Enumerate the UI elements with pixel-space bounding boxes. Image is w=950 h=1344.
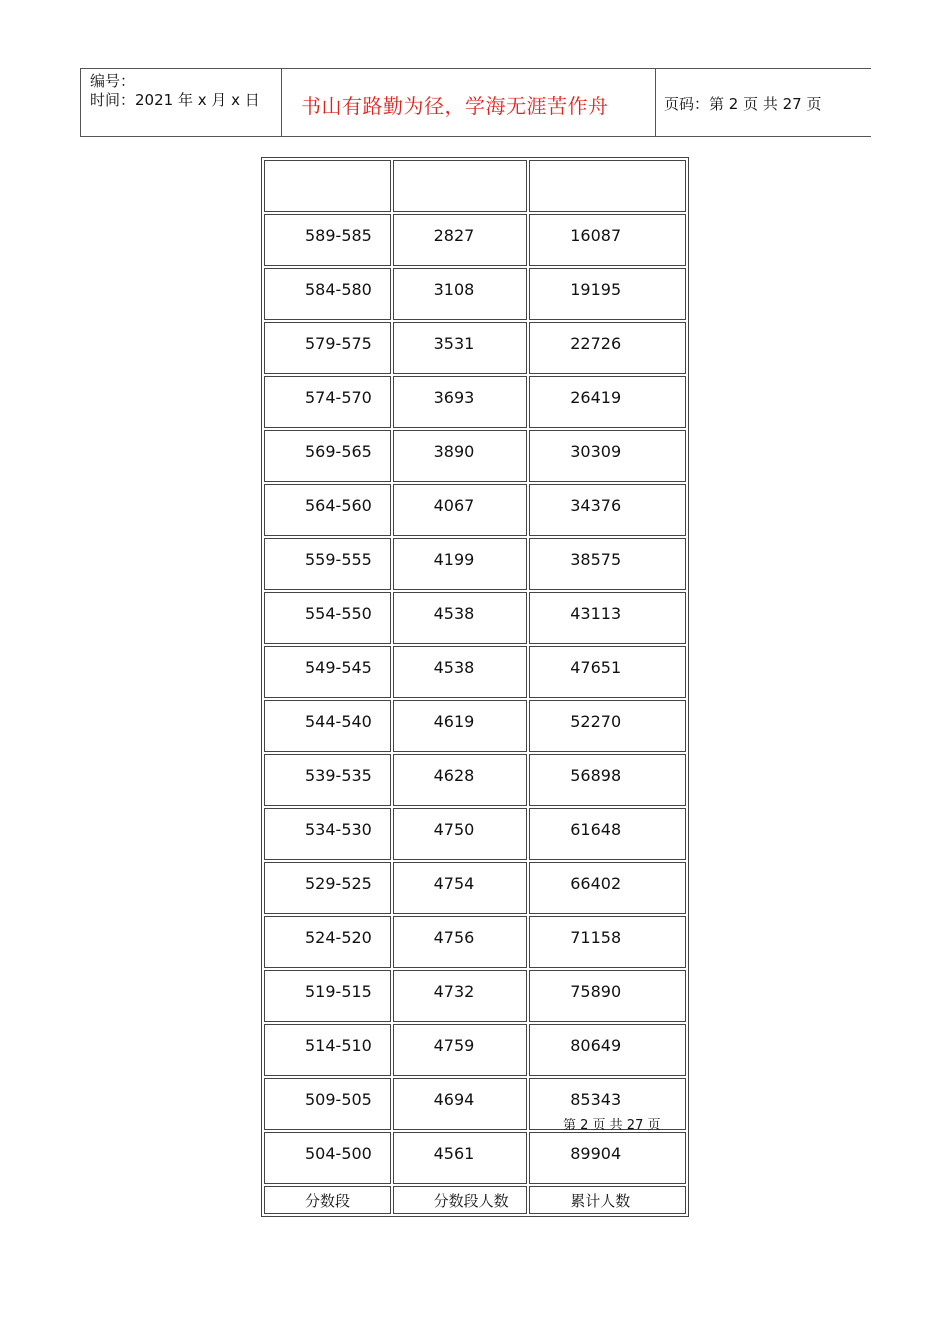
cumulative-count-cell <box>529 970 686 1022</box>
cumulative-count-cell <box>529 484 686 536</box>
segment-count-cell-text: 2827 <box>433 226 475 245</box>
segment-count-cell-text: 3108 <box>433 280 475 299</box>
segment-count-cell-text: 4619 <box>433 712 475 731</box>
table-row <box>264 484 686 536</box>
footer-count-label: 分数段人数 <box>433 1191 509 1210</box>
table-row <box>264 970 686 1022</box>
score-range-cell <box>264 160 391 212</box>
score-range-cell-text: 519-515 <box>305 982 372 1001</box>
cumulative-count-cell-text: 22726 <box>570 334 622 353</box>
cumulative-count-cell-text: 19195 <box>570 280 622 299</box>
table-row <box>264 538 686 590</box>
segment-count-cell-text: 4199 <box>433 550 475 569</box>
score-range-cell <box>264 592 391 644</box>
segment-count-cell-text: 4067 <box>433 496 475 515</box>
score-range-cell <box>264 538 391 590</box>
segment-count-cell <box>393 700 528 752</box>
motto-text: 书山有路勤为径，学海无涯苦作舟 <box>301 94 609 118</box>
segment-count-cell-text: 4732 <box>433 982 475 1001</box>
cumulative-count-cell <box>529 160 686 212</box>
score-range-cell <box>264 916 391 968</box>
segment-count-cell <box>393 808 528 860</box>
cumulative-count-cell-text: 71158 <box>570 928 622 947</box>
cumulative-count-cell-text <box>530 161 685 172</box>
segment-count-cell-text: 4561 <box>433 1144 475 1163</box>
table-row <box>264 862 686 914</box>
score-range-cell <box>264 484 391 536</box>
segment-count-cell-text: 4759 <box>433 1036 475 1055</box>
segment-count-cell <box>393 1078 528 1130</box>
score-range-cell <box>264 1024 391 1076</box>
segment-count-cell <box>393 754 528 806</box>
document-header <box>80 68 871 137</box>
segment-count-cell-text: 3693 <box>433 388 475 407</box>
segment-count-cell <box>393 376 528 428</box>
table-row <box>264 322 686 374</box>
score-range-cell-text: 579-575 <box>305 334 372 353</box>
score-range-cell <box>264 214 391 266</box>
segment-count-cell-text: 4538 <box>433 658 475 677</box>
serial-label: 编号： <box>90 72 136 90</box>
cumulative-count-cell <box>529 862 686 914</box>
footer-cell-count <box>393 1186 528 1214</box>
footer-cell-cumulative <box>529 1186 686 1214</box>
score-range-cell <box>264 700 391 752</box>
table-row <box>264 1024 686 1076</box>
score-range-cell-text: 569-565 <box>305 442 372 461</box>
segment-count-cell <box>393 268 528 320</box>
cumulative-count-cell <box>529 214 686 266</box>
cumulative-count-cell <box>529 646 686 698</box>
table-row <box>264 754 686 806</box>
score-range-cell-text: 549-545 <box>305 658 372 677</box>
table-row <box>264 700 686 752</box>
score-range-cell-text: 524-520 <box>305 928 372 947</box>
score-range-cell-text: 559-555 <box>305 550 372 569</box>
table-row <box>264 268 686 320</box>
page-info: 页码：第 2 页 共 27 页 <box>664 95 822 113</box>
segment-count-cell <box>393 322 528 374</box>
table-row <box>264 1132 686 1184</box>
segment-count-cell <box>393 862 528 914</box>
segment-count-cell-text: 4538 <box>433 604 475 623</box>
cumulative-count-cell-text: 30309 <box>570 442 622 461</box>
segment-count-cell <box>393 916 528 968</box>
score-range-cell-text: 529-525 <box>305 874 372 893</box>
cumulative-count-cell <box>529 322 686 374</box>
segment-count-cell <box>393 160 528 212</box>
table-row <box>264 430 686 482</box>
cumulative-count-cell-text: 43113 <box>570 604 622 623</box>
segment-count-cell <box>393 214 528 266</box>
cumulative-count-cell-text: 56898 <box>570 766 622 785</box>
segment-count-cell <box>393 592 528 644</box>
score-range-cell-text: 504-500 <box>305 1144 372 1163</box>
score-range-cell-text: 564-560 <box>305 496 372 515</box>
segment-count-cell <box>393 484 528 536</box>
cumulative-count-cell <box>529 754 686 806</box>
cumulative-count-cell <box>529 376 686 428</box>
cumulative-count-cell-text: 85343 <box>570 1090 622 1109</box>
segment-count-cell <box>393 970 528 1022</box>
score-range-cell <box>264 808 391 860</box>
cumulative-count-cell-text: 16087 <box>570 226 622 245</box>
cumulative-count-cell <box>529 268 686 320</box>
score-range-cell <box>264 862 391 914</box>
table-row <box>264 916 686 968</box>
score-distribution-table <box>261 157 689 1217</box>
score-range-cell <box>264 322 391 374</box>
score-range-cell <box>264 1078 391 1130</box>
time-label: 时间：2021 年 x 月 x 日 <box>90 91 260 109</box>
cumulative-count-cell <box>529 916 686 968</box>
score-range-cell-text: 539-535 <box>305 766 372 785</box>
cumulative-count-cell <box>529 430 686 482</box>
footer-range-label: 分数段 <box>305 1191 351 1210</box>
cumulative-count-cell <box>529 1132 686 1184</box>
page-footer: 第 2 页 共 27 页 <box>563 1118 661 1133</box>
cumulative-count-cell-text: 66402 <box>570 874 622 893</box>
segment-count-cell <box>393 646 528 698</box>
score-range-cell <box>264 268 391 320</box>
header-page-cell <box>656 69 871 136</box>
table-row <box>264 376 686 428</box>
score-range-cell-text: 554-550 <box>305 604 372 623</box>
segment-count-cell-text: 4628 <box>433 766 475 785</box>
segment-count-cell <box>393 1024 528 1076</box>
score-range-cell <box>264 376 391 428</box>
table-footer-row <box>264 1186 686 1214</box>
score-range-cell-text: 514-510 <box>305 1036 372 1055</box>
segment-count-cell-text: 3890 <box>433 442 475 461</box>
cumulative-count-cell <box>529 700 686 752</box>
score-range-cell-text: 589-585 <box>305 226 372 245</box>
cumulative-count-cell <box>529 1024 686 1076</box>
footer-cell-range <box>264 1186 391 1214</box>
score-range-cell <box>264 970 391 1022</box>
score-range-cell <box>264 1132 391 1184</box>
table-row <box>264 214 686 266</box>
cumulative-count-cell <box>529 592 686 644</box>
score-range-cell <box>264 754 391 806</box>
score-range-cell-text: 544-540 <box>305 712 372 731</box>
table-row <box>264 592 686 644</box>
cumulative-count-cell-text: 89904 <box>570 1144 622 1163</box>
cumulative-count-cell <box>529 538 686 590</box>
score-range-cell-text: 534-530 <box>305 820 372 839</box>
score-range-cell-text: 584-580 <box>305 280 372 299</box>
segment-count-cell-text: 4756 <box>433 928 475 947</box>
segment-count-cell <box>393 430 528 482</box>
cumulative-count-cell-text: 75890 <box>570 982 622 1001</box>
cumulative-count-cell-text: 26419 <box>570 388 622 407</box>
cumulative-count-cell-text: 34376 <box>570 496 622 515</box>
score-range-cell-text: 509-505 <box>305 1090 372 1109</box>
score-range-cell-text <box>265 161 390 172</box>
score-range-cell <box>264 430 391 482</box>
table-row <box>264 160 686 212</box>
cumulative-count-cell-text: 38575 <box>570 550 622 569</box>
header-meta-cell <box>81 69 282 136</box>
cumulative-count-cell-text: 80649 <box>570 1036 622 1055</box>
segment-count-cell-text: 3531 <box>433 334 475 353</box>
segment-count-cell <box>393 538 528 590</box>
segment-count-cell <box>393 1132 528 1184</box>
table-body <box>264 160 686 1184</box>
cumulative-count-cell-text: 61648 <box>570 820 622 839</box>
score-range-cell-text: 574-570 <box>305 388 372 407</box>
segment-count-cell-text: 4750 <box>433 820 475 839</box>
table-row <box>264 808 686 860</box>
table-row <box>264 646 686 698</box>
cumulative-count-cell <box>529 808 686 860</box>
segment-count-cell-text: 4694 <box>433 1090 475 1109</box>
header-motto-cell <box>282 69 656 136</box>
segment-count-cell-text <box>394 161 527 172</box>
score-range-cell <box>264 646 391 698</box>
segment-count-cell-text: 4754 <box>433 874 475 893</box>
footer-cumulative-label: 累计人数 <box>570 1191 631 1210</box>
cumulative-count-cell-text: 47651 <box>570 658 622 677</box>
cumulative-count-cell-text: 52270 <box>570 712 622 731</box>
